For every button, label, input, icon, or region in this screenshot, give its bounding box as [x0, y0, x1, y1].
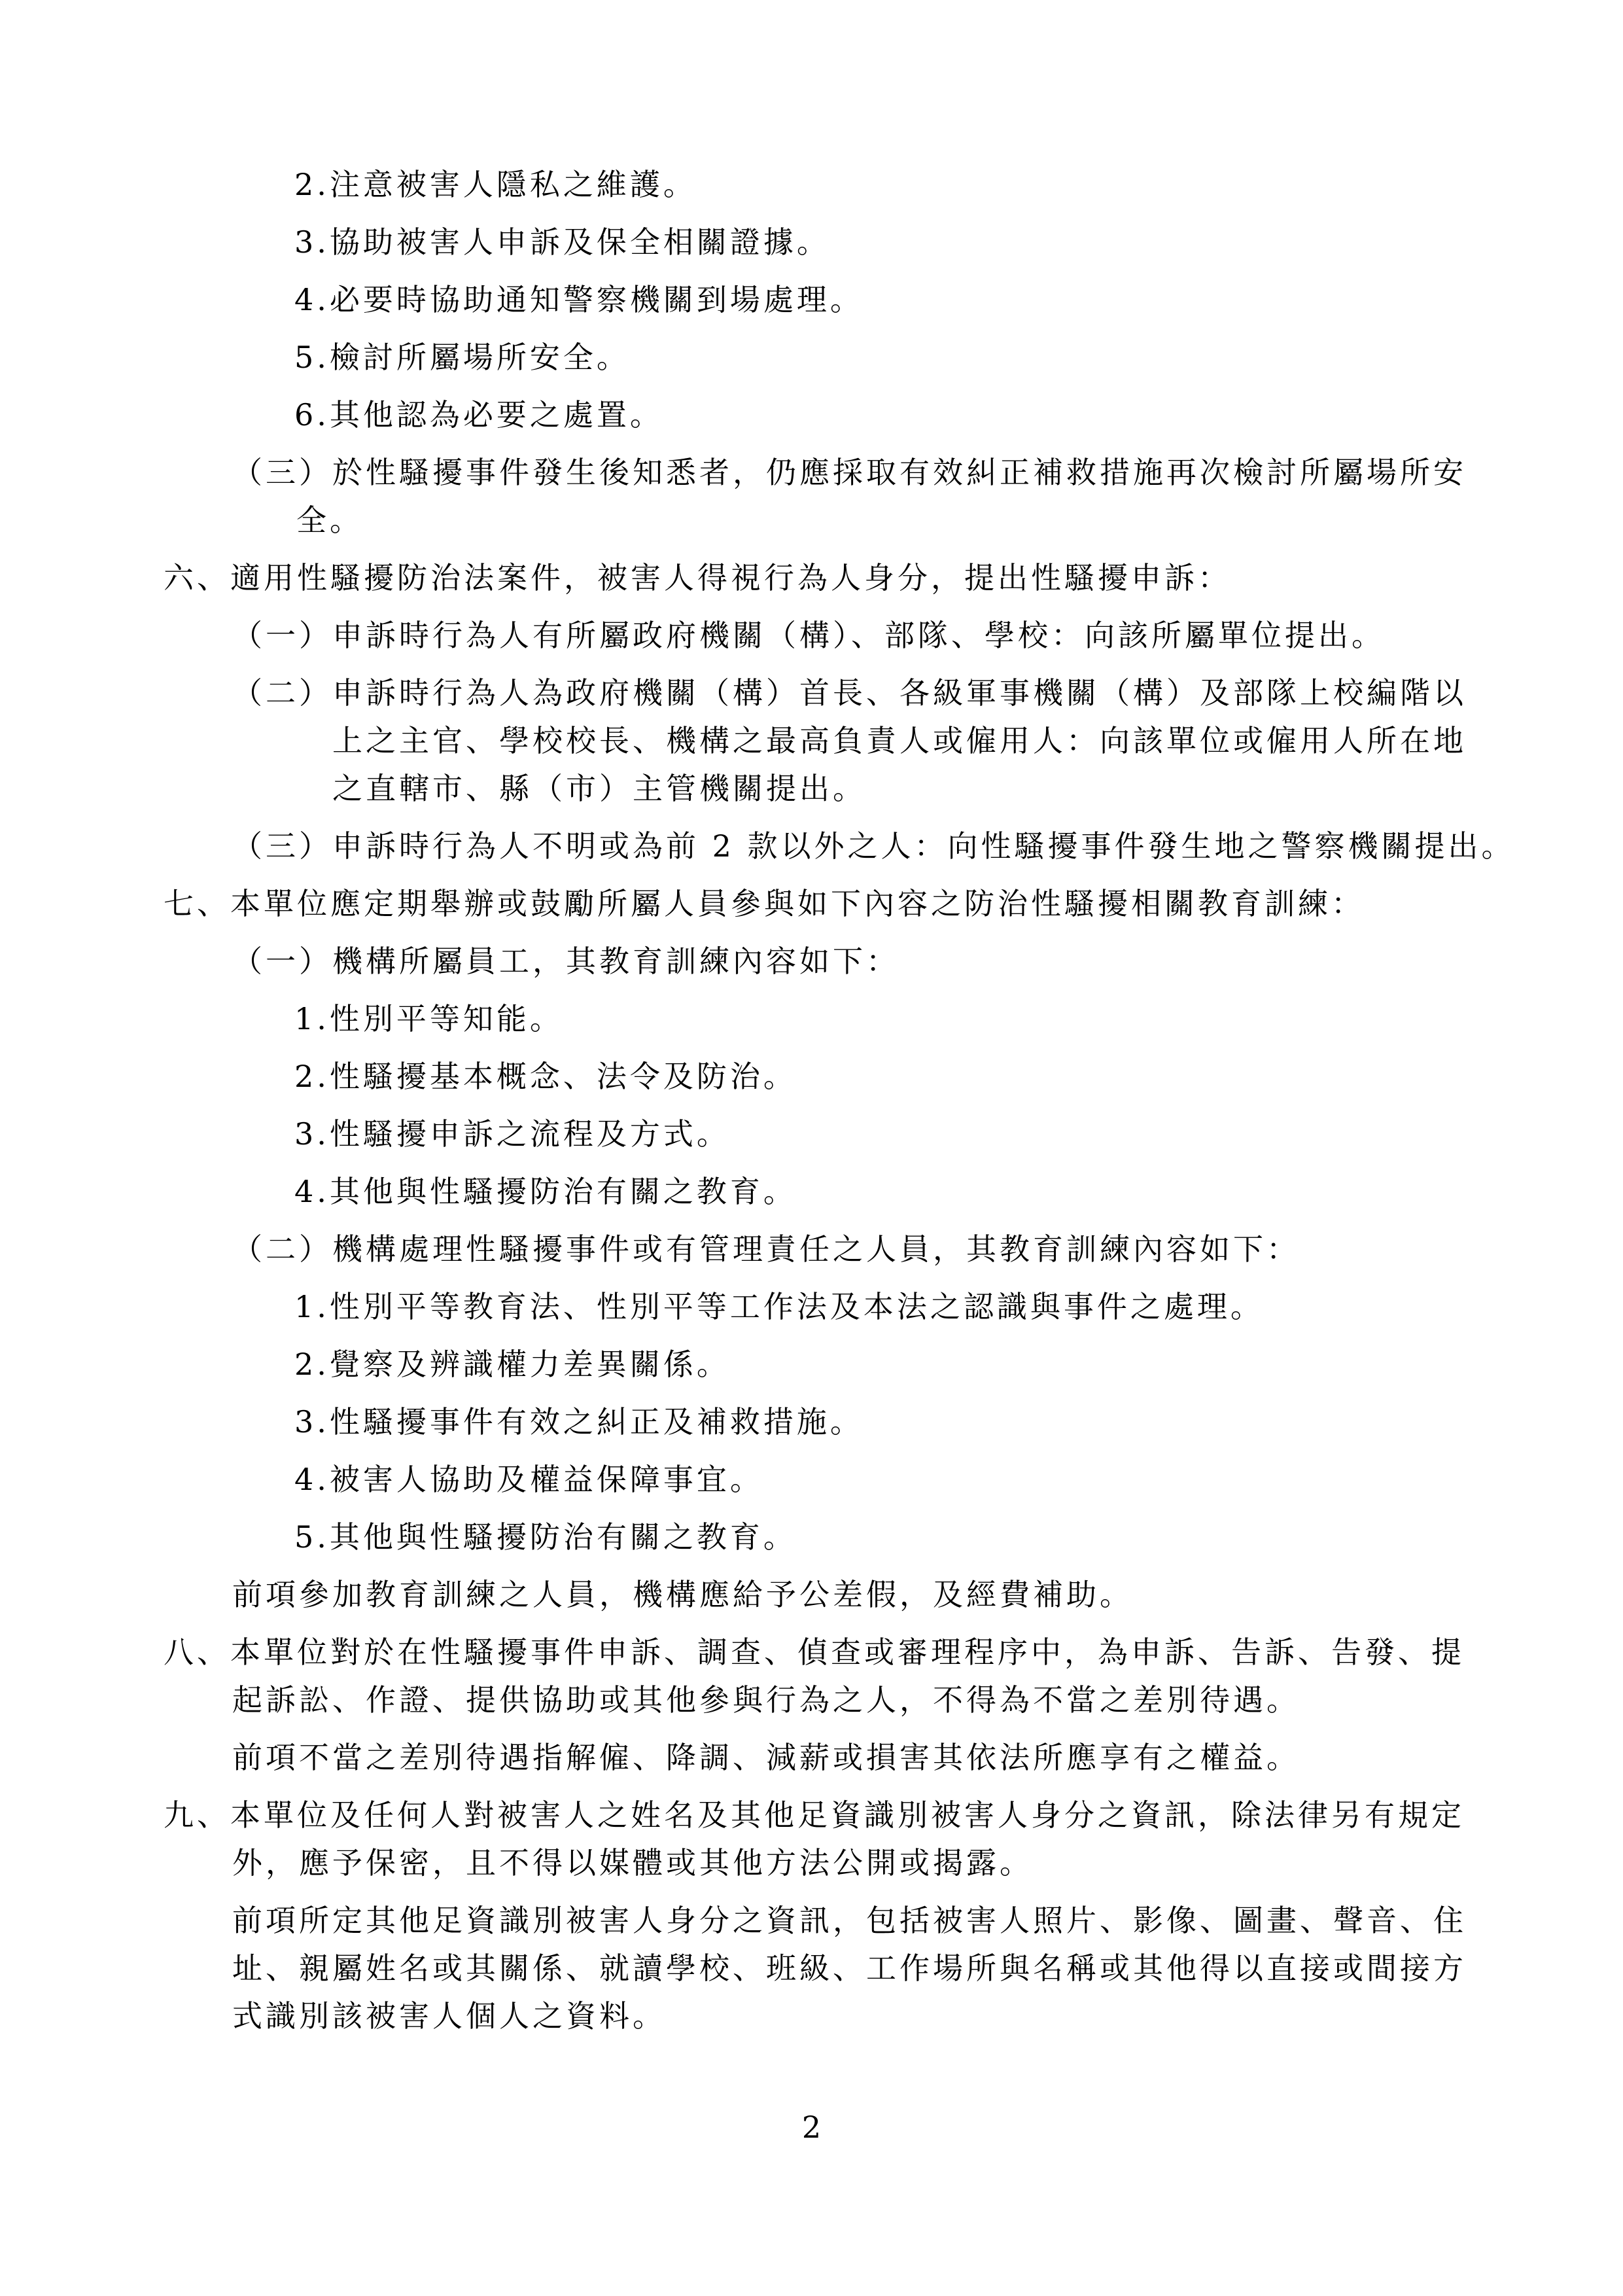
text-line: 1.性別平等知能。: [294, 1001, 563, 1036]
page-number: 2: [801, 2110, 822, 2145]
text-line: 前項不當之差別待遇指解僱、降調、減薪或損害其依法所應享有之權益。: [232, 1740, 1300, 1775]
text-line: 2.性騷擾基本概念、法令及防治。: [294, 1059, 797, 1094]
text-line: 3.協助被害人申訴及保全相關證據。: [294, 224, 830, 260]
text-line: 六、適用性騷擾防治法案件，被害人得視行為人身分，提出性騷擾申訴：: [164, 560, 1231, 595]
text-line: 1.性別平等教育法、性別平等工作法及本法之認識與事件之處理。: [294, 1289, 1264, 1324]
text-line: 4.必要時協助通知警察機關到場處理。: [294, 282, 864, 317]
text-line: 起訴訟、作證、提供協助或其他參與行為之人，不得為不當之差別待遇。: [232, 1682, 1300, 1718]
text-line: 3.性騷擾事件有效之糾正及補救措施。: [294, 1404, 864, 1439]
text-line: 八、本單位對於在性騷擾事件申訴、調查、偵查或審理程序中，為申訴、告訴、告發、提: [164, 1634, 1465, 1670]
text-line: 前項所定其他足資識別被害人身分之資訊，包括被害人照片、影像、圖畫、聲音、住: [232, 1903, 1467, 1938]
text-line: 之直轄市、縣（市）主管機關提出。: [332, 771, 866, 806]
text-line: 全。: [296, 503, 363, 538]
text-line: （一）機構所屬員工，其教育訓練內容如下：: [232, 944, 899, 979]
text-line: 3.性騷擾申訴之流程及方式。: [294, 1116, 730, 1152]
text-line: （三）於性騷擾事件發生後知悉者，仍應採取有效糾正補救措施再次檢討所屬場所安: [232, 455, 1467, 490]
text-line: 前項參加教育訓練之人員，機構應給予公差假，及經費補助。: [232, 1577, 1133, 1612]
text-line: 5.檢討所屬場所安全。: [294, 340, 630, 375]
text-line: 址、親屬姓名或其關係、就讀學校、班級、工作場所與名稱或其他得以直接或間接方: [232, 1951, 1467, 1986]
text-line: （二）機構處理性騷擾事件或有管理責任之人員，其教育訓練內容如下：: [232, 1231, 1300, 1267]
text-line: 上之主官、學校校長、機構之最高負責人或僱用人：向該單位或僱用人所在地: [332, 723, 1467, 758]
text-line: 6.其他認為必要之處置。: [294, 397, 663, 433]
text-line: 式識別該被害人個人之資料。: [232, 1998, 666, 2034]
text-line: 4.其他與性騷擾防治有關之教育。: [294, 1174, 797, 1209]
text-line: 外，應予保密，且不得以媒體或其他方法公開或揭露。: [232, 1845, 1033, 1881]
text-line: 七、本單位應定期舉辦或鼓勵所屬人員參與如下內容之防治性騷擾相關教育訓練：: [164, 886, 1365, 921]
text-line: （三）申訴時行為人不明或為前 2 款以外之人：向性騷擾事件發生地之警察機關提出。: [232, 828, 1515, 864]
document-body: [0, 161, 1623, 2040]
text-line: （一）申訴時行為人有所屬政府機關（構）、部隊、學校：向該所屬單位提出。: [232, 618, 1385, 653]
text-line: 5.其他與性騷擾防治有關之教育。: [294, 1519, 797, 1555]
text-line: 九、本單位及任何人對被害人之姓名及其他足資識別被害人身分之資訊，除法律另有規定: [164, 1797, 1465, 1833]
text-line: 4.被害人協助及權益保障事宜。: [294, 1462, 763, 1497]
text-line: （二）申訴時行為人為政府機關（構）首長、各級軍事機關（構）及部隊上校編階以: [232, 675, 1467, 711]
text-line: 2.覺察及辨識權力差異關係。: [294, 1347, 730, 1382]
text-line: 2.注意被害人隱私之維護。: [294, 167, 697, 202]
